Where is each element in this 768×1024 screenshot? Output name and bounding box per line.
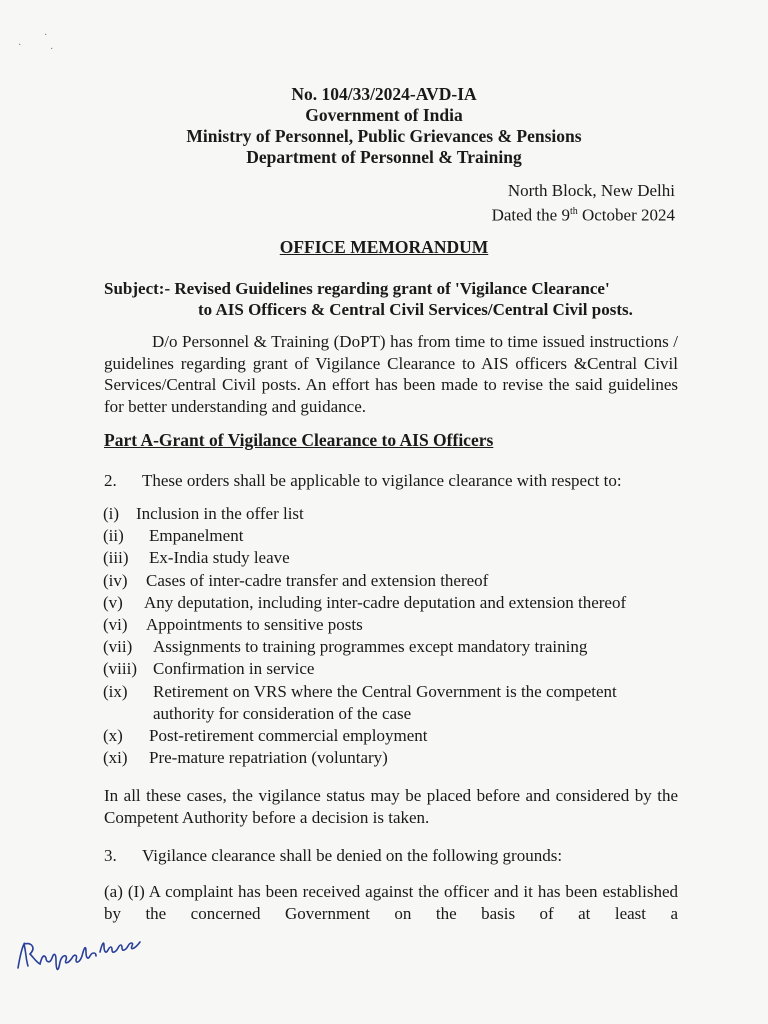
letter-header xyxy=(0,84,768,168)
ministry-name: Ministry of Personnel, Public Grievances & Pensions xyxy=(186,126,582,146)
list-item xyxy=(103,547,683,569)
list-item-text: Appointments to sensitive posts xyxy=(146,615,363,635)
date-prefix: Dated the 9 xyxy=(491,205,570,225)
list-item-text: Retirement on VRS where the Central Government is the competent xyxy=(153,681,617,701)
list-item-text: Any deputation, including inter-cadre deputation and extension thereof xyxy=(144,592,627,612)
list-item xyxy=(103,658,683,680)
list-item-continuation xyxy=(103,703,683,725)
list-item-number: (ii) xyxy=(103,526,124,546)
list-item xyxy=(103,503,683,525)
paragraph-2 xyxy=(104,470,622,491)
list-item xyxy=(103,570,683,592)
date-line xyxy=(492,202,675,226)
paragraph-3a: (a) (I) A complaint has been received against the officer and it has been established by the concerned Government on the basis of at least a xyxy=(104,882,678,923)
list-item-text: Post-retirement commercial employment xyxy=(149,726,428,746)
list-item-number: (vii) xyxy=(103,637,133,657)
file-number: No. 104/33/2024-AVD-IA xyxy=(291,84,477,104)
list-item-number: (iv) xyxy=(103,570,128,590)
subject-line-1: Subject:- Revised Guidelines regarding grant of 'Vigilance Clearance' xyxy=(104,279,610,298)
handwritten-signature xyxy=(12,930,142,981)
list-item-number: (iii) xyxy=(103,548,129,568)
subject-line-2: to AIS Officers & Central Civil Services/Central Civil posts. xyxy=(198,300,633,319)
scan-speck: · xyxy=(50,44,54,55)
all-cases-paragraph: In all these cases, the vigilance status may be placed before and considered by the Competent Authority before a decision is taken. xyxy=(104,786,678,827)
list-item-number: (x) xyxy=(103,726,123,746)
signature-graphic xyxy=(12,930,142,976)
list-item-text: Ex-India study leave xyxy=(149,548,290,568)
list-item xyxy=(103,525,683,547)
subject xyxy=(104,278,633,320)
list-item-text: Confirmation in service xyxy=(153,659,315,679)
list-item-number: (vi) xyxy=(103,615,128,635)
list-item xyxy=(103,636,683,658)
list-item xyxy=(103,614,683,636)
government-name: Government of India xyxy=(305,105,463,125)
part-a-heading: Part A-Grant of Vigilance Clearance to AIS Officers xyxy=(104,430,494,450)
memo-title: OFFICE MEMORANDUM xyxy=(279,237,489,257)
scan-speck: · xyxy=(18,40,22,51)
list-item-text: Empanelment xyxy=(149,526,244,546)
list-item-number: (i) xyxy=(103,504,120,523)
list-item-text: Assignments to training programmes except mandatory training xyxy=(153,637,588,657)
list-item xyxy=(103,592,683,614)
list-item-number: (v) xyxy=(103,592,123,612)
place-and-date xyxy=(492,181,675,226)
intro-paragraph: D/o Personnel & Training (DoPT) has from time to time issued instructions / guidelines regarding grant of Vigilance Clearance to AIS officers &Central Civil Services/Central Civil posts. An effort has been made to revise the said guidelines for better understanding and guidance. xyxy=(104,332,678,416)
scan-speck: · xyxy=(44,30,48,41)
paragraph-number: 3. xyxy=(104,846,117,865)
date-ordinal: th xyxy=(569,205,578,217)
department-name: Department of Personnel & Training xyxy=(246,147,522,167)
list-item-text: authority for consideration of the case xyxy=(153,703,412,723)
date-suffix: October 2024 xyxy=(577,205,675,225)
list-item-text: Inclusion in the offer list xyxy=(136,504,304,523)
list-item-number: (xi) xyxy=(103,748,128,768)
list-item xyxy=(103,725,683,747)
applicability-list xyxy=(103,503,683,769)
paragraph-3 xyxy=(104,845,562,866)
list-item xyxy=(103,747,683,769)
list-item-number: (ix) xyxy=(103,681,128,701)
list-item-number: (viii) xyxy=(103,659,137,679)
location: North Block, New Delhi xyxy=(507,181,675,200)
paragraph-text: These orders shall be applicable to vigilance clearance with respect to: xyxy=(142,471,622,490)
list-item-text: Pre-mature repatriation (voluntary) xyxy=(149,748,388,768)
list-item xyxy=(103,681,683,703)
paragraph-number: 2. xyxy=(104,471,117,490)
list-item-text: Cases of inter-cadre transfer and extension thereof xyxy=(146,570,489,590)
paragraph-text: Vigilance clearance shall be denied on the following grounds: xyxy=(142,846,563,865)
